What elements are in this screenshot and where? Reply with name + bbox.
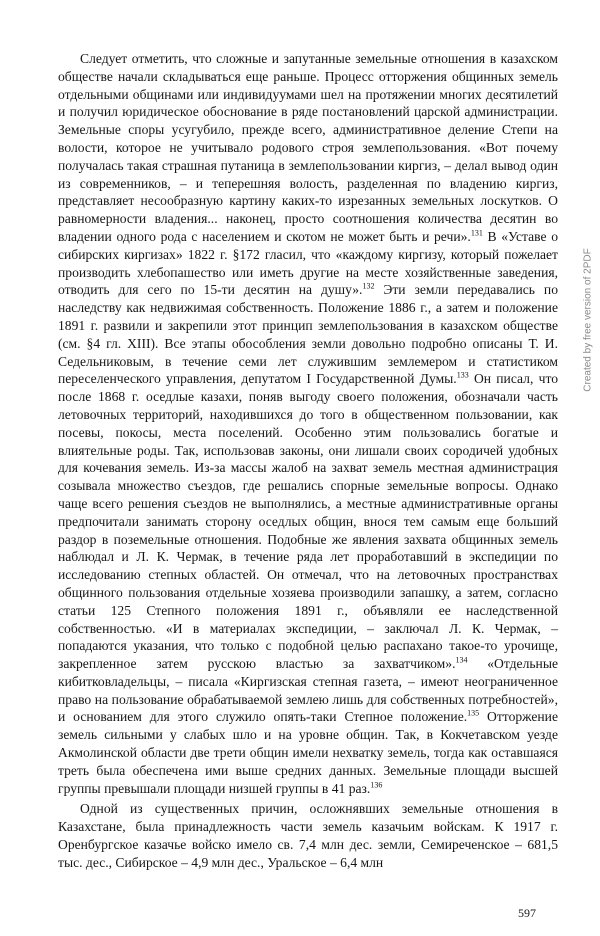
footnote-ref: 133 [456, 370, 469, 380]
paragraph-text: Одной из существенных причин, осложнявших земельные отношения в Казахстане, была принадлежность части земель казачьим войскам. К 1917 г. Оренбургское казачье войско имело св. 7,4 млн дес. земли, Семиреченское – 681,5 тыс. дес., Сибирское – 4,9 млн дес., Уральское – 6,4 млн [58, 801, 558, 870]
paragraph [58, 50, 558, 797]
footnote-ref: 131 [470, 228, 483, 238]
footnote-ref: 136 [370, 780, 383, 790]
body-text [58, 50, 558, 872]
footnote-ref: 132 [362, 281, 375, 291]
footnote-ref: 135 [467, 708, 480, 718]
paragraph-text: Он писал, что после 1868 г. оседлые казахи, поняв выгоду своего положения, обозначали часть летовочных территорий, находившихся до того в общественном пользовании, как посевы, покосы, места поселений. Особенно этим пользовались богатые и влиятельные роды. Так, использовав законы, они лишали своих сородичей удобных для кочевания земель. Из-за массы жалоб на захват земель местная администрация созывала множество съездов, где решались спорные земельные вопросы. Однако чаще всего решения съездов не выполнялись, а местные административные органы предпочитали занимать сторону оседлых общин, внося тем самым еще больший раздор в поземельные отношения. Подобные же явления захвата общинных земель наблюдал и Л. К. Чермак, в течение ряда лет проработавший в экспедиции по исследованию степных областей. Он отмечал, что на летовочных пространствах общинного пользования отдельные хозяева производили запашку, а затем, согласно статьи 125 Степного положения 1891 г., объявляли ее наследственной собственностью. «И в материалах экспедиции, – заключал Л. К. Чермак, – попадаются указания, что только с подобной целью распахано такое-то урочище, закрепленное затем русскою властью за захватчиком». [58, 371, 558, 672]
paragraph-text: Следует отметить, что сложные и запутанные земельные отношения в казахском обществе начали складываться еще раньше. Процесс отторжения общинных земель отдельными общинами или индивидуумами шел на протяжении многих десятилетий и получил юридическое обоснование в ряде постановлений царской администрации. Земельные споры усугубило, прежде всего, административное деление Степи на волости, которое не учитывало родового строя землепользования. «Вот почему получалась такая страшная путаница в землепользовании киргиз, – делал вывод один из современников, – и теперешняя волость, разделенная по владению киргиз, представляет несообразную картину каких-то изрезанных земельных лоскутков. О равномерности владения... наконец, просто соотношения количества десятин во владении одного рода с населением и скотом не может быть и речи». [58, 51, 558, 244]
page-number: 597 [518, 906, 536, 920]
paragraph-text: Эти земли передавались по наследству как недвижимая собственность. Положение 1886 г., а затем и положение 1891 г. развили и закрепили этот принцип землепользования в казахском обществе (см. §4 гл. XIII). Все этапы обособления земли довольно подробно описаны Т. И. Седельниковым, в течение семи лет служившим землемером и статистиком переселенческого управления, депутатом I Государственной Думы. [58, 282, 558, 387]
paragraph-text: Отторжение земель сильными у слабых шло и на уровне общин. Так, в Кокчетавском уезде Акмолинской области две трети общин имели нехватку земель, тогда как оставшаяся треть была обеспечена ими выше средних данных. Земельные площади высшей группы превышали площади низшей группы в 41 раз. [58, 709, 558, 796]
paragraph-text: В «Уставе о сибирских киргизах» 1822 г. §172 гласил, что «каждому киргизу, который пожелает производить хлебопашество или иметь другие на месте хозяйственные заведения, отводить для сего по 15-ти десятин на душу». [58, 228, 559, 298]
watermark [582, 210, 594, 430]
footnote-ref: 134 [455, 655, 468, 665]
paragraph [58, 800, 558, 871]
paragraph-text: «Отдельные кибитковладельцы, – писала «Киргизская степная газета, – имеют неограниченное право на пользование обрабатываемой землею лишь для собственных потребностей», и основанием для этого служило опять-таки Степное положение. [58, 656, 558, 725]
watermark-text: Created by free version of 2PDF [582, 248, 594, 392]
